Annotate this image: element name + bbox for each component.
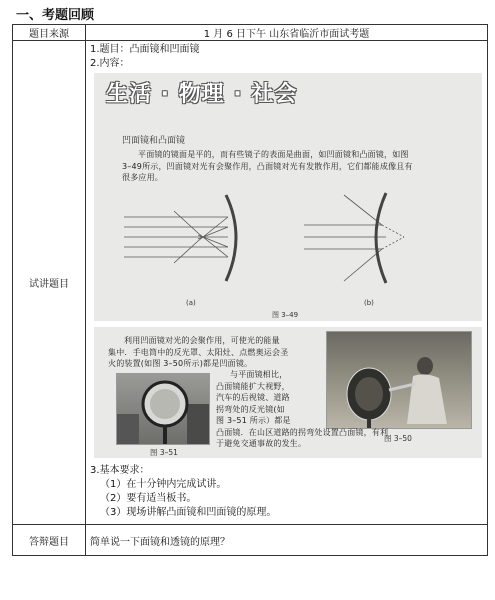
defense-label: 答辩题目	[13, 525, 86, 556]
exam-table	[12, 24, 488, 556]
topic-line: 1.题目：凸面镜和凹面镜	[90, 44, 200, 55]
road-convex-mirror-illustration	[117, 374, 209, 444]
label-b: (b)	[364, 299, 374, 307]
lecture-row	[13, 41, 488, 525]
textbook-banner: 生活 · 物理 · 社会	[106, 82, 298, 107]
paragraph-3: 与平面镜相比， 凸面镜能扩大视野， 汽车的后视镜、道路 拐弯处的反光镜(如 图 3–51 所示）都是 凸面镜．在山区道路的拐弯处设置凸面镜，有利 于避免交通事故的发生。	[216, 370, 389, 448]
figure-divider	[94, 321, 482, 327]
convex-mirror-diagram	[304, 193, 404, 283]
source-row	[13, 25, 488, 41]
requirement-2: （2）要有适当板书。	[100, 493, 197, 504]
content-label: 2.内容：	[90, 58, 130, 69]
concave-mirror-diagram	[124, 195, 236, 281]
lecture-label: 试讲题目	[13, 41, 86, 525]
fig-3-50-caption: 图 3–50	[384, 434, 412, 443]
requirement-1: （1）在十分钟内完成试讲。	[100, 479, 227, 490]
requirements	[86, 460, 487, 524]
mirror-diagrams	[94, 185, 482, 320]
fig-3-51-caption: 图 3–51	[150, 448, 178, 457]
section-title: 凹面镜和凸面镜	[122, 136, 186, 146]
defense-row	[13, 525, 488, 556]
section-heading: 一、考题回顾	[16, 8, 95, 23]
paragraph-2: 利用凹面镜对光的会聚作用，可使光的能量 集中．手电筒中的反光罩、太阳灶、点燃奥运会圣 火的装置(如图 3–50所示)都是凹面镜。	[108, 336, 289, 368]
defense-value: 简单说一下面镜和透镜的原理？	[86, 525, 488, 556]
paragraph-1: 平面镜的镜面是平的，而有些镜子的表面是曲面，如凹面镜和凸面镜，如图 3–49所示，凹面镜对光有会聚作用，凸面镜对光有发散作用，它们都能成像且有 很多应用。	[122, 150, 413, 182]
textbook-figure	[94, 73, 482, 458]
requirements-title: 3.基本要求：	[90, 465, 150, 476]
photo-road-mirror	[116, 373, 210, 445]
fig-3-49-caption: 图 3–49	[272, 311, 299, 319]
requirement-3: （3）现场讲解凸面镜和凹面镜的原理。	[100, 507, 277, 518]
source-value: 1 月 6 日下午 山东省临沂市面试考题	[86, 25, 488, 41]
source-label: 题目来源	[13, 25, 86, 41]
lecture-content	[86, 41, 488, 525]
label-a: (a)	[186, 299, 196, 307]
